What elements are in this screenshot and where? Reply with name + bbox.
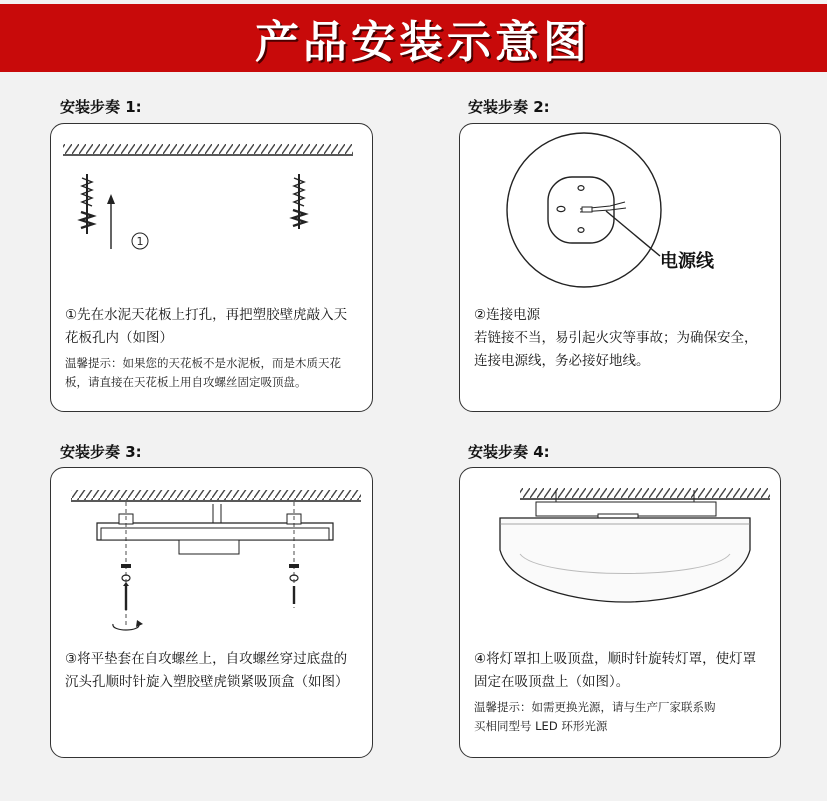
step4-title: 安装步奏 4:: [468, 443, 550, 461]
step1-note: 温馨提示：如果您的天花板不是水泥板，而是木质天花板，请直接在天花板上用自攻螺丝固定吸顶盘。: [65, 356, 341, 389]
page-title: 产品安装示意图: [255, 17, 591, 68]
step2-title: 安装步奏 2:: [468, 98, 550, 116]
step4-note: 温馨提示：如需更换光源，请与生产厂家联系购买相同型号 LED 环形光源: [474, 700, 716, 733]
step2-caption: ②连接电源: [474, 307, 541, 323]
step4-panel: [459, 467, 781, 758]
step4-caption: ④将灯罩扣上吸顶盘，顺时针旋转灯罩，使灯罩固定在吸顶盘上（如图）。: [474, 651, 757, 690]
step1-caption: ①先在水泥天花板上打孔，再把塑胶壁虎敲入天花板孔内（如图）: [65, 307, 348, 346]
step2-illustration: [460, 124, 782, 299]
header-title-tab: [231, 6, 615, 70]
step2-note: 若链接不当，易引起火灾等事故；为确保安全，连接电源线，务必接好地线。: [474, 330, 758, 369]
power-cable-label: 电源线: [660, 251, 714, 272]
step3-title: 安装步奏 3:: [60, 443, 142, 461]
step2-panel: [459, 123, 781, 412]
step1-panel: [50, 123, 373, 412]
step4-illustration: [460, 468, 782, 648]
step1-illustration: [51, 124, 374, 304]
step3-caption: ③将平垫套在自攻螺丝上，自攻螺丝穿过底盘的沉头孔顺时针旋入塑胶壁虎锁紧吸顶盒（如图）: [65, 651, 349, 690]
right-anchor: [293, 174, 305, 229]
left-anchor: [81, 174, 93, 234]
step3-illustration: [51, 468, 374, 648]
svg-text:1: 1: [136, 235, 144, 248]
step3-panel: [50, 467, 373, 758]
step1-title: 安装步奏 1:: [60, 98, 142, 116]
